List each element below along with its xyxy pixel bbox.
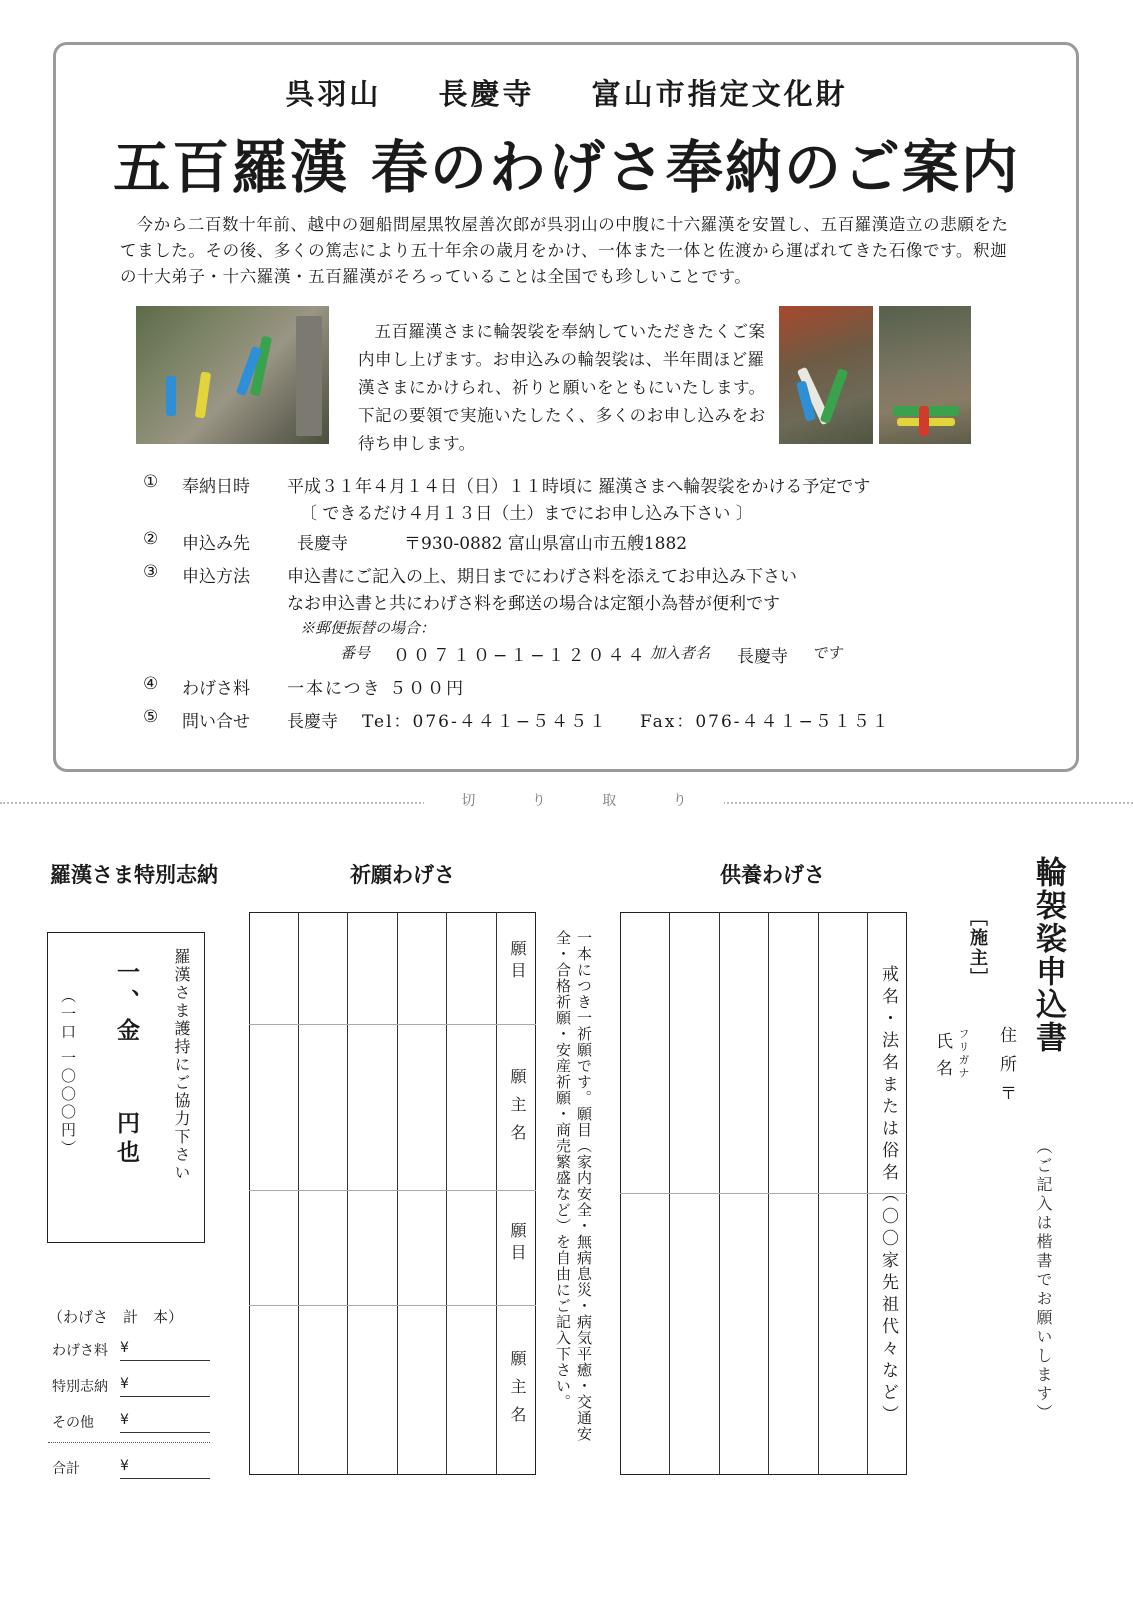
cut-char: り [531,793,546,809]
page-title: 五百羅漢 春のわげさ奉納のご案内 [113,134,1020,201]
grand-total-field[interactable]: ¥ [120,1458,210,1479]
account-number: ００７１０−１−１２０４４ [393,646,648,666]
sponsor-label: ［施主］ [967,908,988,988]
wagesa-count: （わげさ 計 本） [48,1308,184,1326]
memorial-wagesa-heading: 供養わげさ [720,863,825,887]
item-3-number: ③ [143,562,159,582]
special-request-text: 羅漢さま護持にご協力下さい [172,948,191,1182]
item-4-label: わげさ料 [182,679,250,699]
photo-statue-1 [779,306,873,444]
total-label: 合計 [52,1461,80,1477]
cut-char: 取 [602,793,617,809]
item-2-temple: 長慶寺 [297,534,348,554]
holder-label: 加入者名 [650,644,711,662]
prayer-label: 願主名 [508,1068,527,1152]
item-1-number: ① [143,472,159,492]
item-5-fax: Fax：076-４４１−５１５１ [640,712,891,732]
item-4-number: ④ [143,674,159,694]
account-label: 番号 [340,644,371,662]
grid-line [496,912,497,1475]
prayer-note: 一本につき一祈願です。願目（家内安全・無病息災・病気平癒・交通安全・合格祈願・安産祈願・商売繁盛など）を自由にご記入下さい。 [554,930,593,1442]
photo-statue-2 [879,306,971,444]
address-label: 住所〒 [996,1026,1016,1113]
temple-name: 長慶寺 [438,77,535,111]
special-donation-heading: 羅漢さま特別志納 [50,863,218,887]
item-5-temple: 長慶寺 [287,712,338,732]
prayer-entry-area[interactable] [250,913,495,1474]
cultural-property: 富山市指定文化財 [591,77,848,111]
total-label: わげさ料 [52,1343,108,1359]
cut-char: り [672,793,687,809]
item-3-line-1: 申込書にご記入の上、期日までにわげさ料を添えてお申込み下さい [287,567,797,587]
prayer-label: 願目 [508,1222,527,1266]
item-4-fee: 一本につき ５００円 [287,679,466,699]
item-5-tel: Tel：076-４４１−５４５１ [362,712,608,732]
item-1-label: 奉納日時 [182,477,250,497]
prayer-label: 願目 [508,940,527,984]
total-label: 特別志納 [52,1379,108,1395]
totals-divider [48,1442,210,1443]
prayer-wagesa-heading: 祈願わげさ [350,863,455,887]
cut-char: 切 [461,793,476,809]
item-2-label: 申込み先 [182,534,250,554]
intro-paragraph: 今から二百数十年前、越中の廻船問屋黒牧屋善次郎が呉羽山の中腹に十六羅漢を安置し、五百羅漢造立の悲願をたてました。その後、多くの篤志により五十年余の歳月をかけ、一体また一体と佐渡から運ばれてきた石像です。釈迦の十大弟子・十六羅漢・五百羅漢がそろっていることは全国でも珍しいことです。 [120,215,1009,286]
special-amount: 一、金 円也 [113,960,139,1170]
memorial-entry-area[interactable] [621,913,866,1474]
holder-name: 長慶寺 [737,647,788,667]
item-2-number: ② [143,529,159,549]
special-donation-field[interactable]: ¥ [120,1376,210,1397]
name-label: 氏名 [932,1032,952,1086]
photo-statue-row [136,306,329,444]
item-1-line-2: 〔 できるだけ４月１３日（土）までにお申し込み下さい 〕 [300,504,753,524]
other-field[interactable]: ¥ [120,1412,210,1433]
wagesa-fee-field[interactable]: ¥ [120,1340,210,1361]
postal-transfer-note: ※郵便振替の場合： [300,619,436,637]
invitation-text: 五百羅漢さまに輪袈裟を奉納していただきたくご案内申し上げます。お申込みの輪袈裟は、半年間ほど羅漢さまにかけられ、祈りと願いをともにいたします。下記の要領で実施いたしたく、多くのお申し込みをお待ち申します。 [358,322,766,453]
temple-subtitle [0,72,1133,113]
item-3-label: 申込方法 [182,567,250,587]
memorial-label: 戒名・法名または俗名（〇〇家先祖代々など） [878,965,898,1427]
item-2-address: 〒930-0882 富山県富山市五艘1882 [404,534,688,554]
mountain-name: 呉羽山 [285,77,382,111]
item-1-line-1: 平成３１年４月１４日（日）１１時頃に 羅漢さまへ輪袈裟をかける予定です [287,477,871,497]
furigana-label: フリガナ [957,1028,970,1080]
item-3-line-2: なお申込書と共にわげさ料を郵送の場合は定額小為替が便利です [287,594,780,614]
prayer-label: 願主名 [508,1350,527,1434]
instruction-note: （ご記入は楷書でお願いします） [1034,1138,1053,1423]
item-5-number: ⑤ [143,707,159,727]
application-form-title: 輪袈裟申込書 [1030,856,1066,1054]
cut-label [424,790,724,814]
special-unit-note: （一口 一〇〇〇円） [59,988,77,1158]
holder-suffix: です [812,644,843,662]
applicant-entry-area[interactable] [915,1100,1015,1460]
item-5-label: 問い合せ [182,712,250,732]
total-label: その他 [52,1415,94,1431]
